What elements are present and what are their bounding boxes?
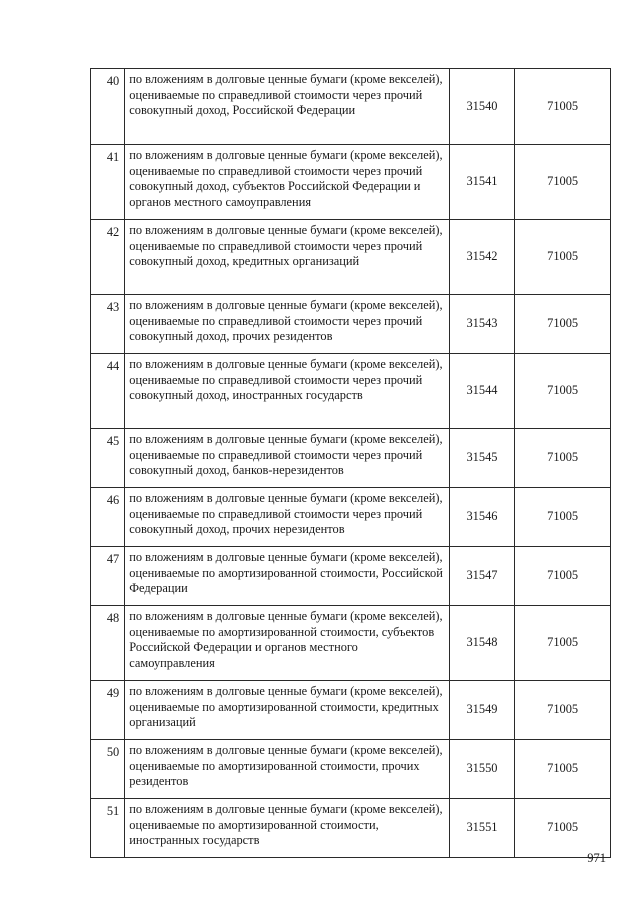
page-number: 971 bbox=[587, 851, 606, 865]
row-description: по вложениям в долговые ценные бумаги (кроме векселей), оцениваемые по амортизированной стоимости, кредитных организаций bbox=[125, 681, 449, 740]
table-row bbox=[91, 606, 611, 681]
symbol-code: 31541 bbox=[449, 145, 515, 220]
symbol-code: 31545 bbox=[449, 429, 515, 488]
row-description: по вложениям в долговые ценные бумаги (кроме векселей), оцениваемые по справедливой стоимости через прочий совокупный доход, кредитных организаций bbox=[125, 220, 449, 295]
account-number: 71005 bbox=[515, 220, 611, 295]
row-number: 46 bbox=[91, 488, 125, 547]
account-number: 71005 bbox=[515, 429, 611, 488]
row-description: по вложениям в долговые ценные бумаги (кроме векселей), оцениваемые по справедливой стоимости через прочий совокупный доход, Российской Федерации bbox=[125, 69, 449, 145]
row-number: 48 bbox=[91, 606, 125, 681]
table-row bbox=[91, 488, 611, 547]
account-number: 71005 bbox=[515, 740, 611, 799]
account-number: 71005 bbox=[515, 354, 611, 429]
row-number: 51 bbox=[91, 799, 125, 858]
account-number: 71005 bbox=[515, 681, 611, 740]
table-row bbox=[91, 547, 611, 606]
row-number: 47 bbox=[91, 547, 125, 606]
symbol-code: 31548 bbox=[449, 606, 515, 681]
symbol-code: 31547 bbox=[449, 547, 515, 606]
row-description: по вложениям в долговые ценные бумаги (кроме векселей), оцениваемые по амортизированной стоимости, субъектов Российской Федерации и органов местного самоуправления bbox=[125, 606, 449, 681]
row-number: 41 bbox=[91, 145, 125, 220]
row-number: 43 bbox=[91, 295, 125, 354]
account-number: 71005 bbox=[515, 69, 611, 145]
symbol-code: 31551 bbox=[449, 799, 515, 858]
symbol-code: 31550 bbox=[449, 740, 515, 799]
table-row bbox=[91, 681, 611, 740]
row-description: по вложениям в долговые ценные бумаги (кроме векселей), оцениваемые по справедливой стоимости через прочий совокупный доход, банков-нерезидентов bbox=[125, 429, 449, 488]
row-number: 44 bbox=[91, 354, 125, 429]
row-description: по вложениям в долговые ценные бумаги (кроме векселей), оцениваемые по амортизированной стоимости, Российской Федерации bbox=[125, 547, 449, 606]
account-number: 71005 bbox=[515, 606, 611, 681]
row-description: по вложениям в долговые ценные бумаги (кроме векселей), оцениваемые по справедливой стоимости через прочий совокупный доход, прочих резидентов bbox=[125, 295, 449, 354]
row-number: 42 bbox=[91, 220, 125, 295]
table-row bbox=[91, 145, 611, 220]
symbol-code: 31549 bbox=[449, 681, 515, 740]
table-row bbox=[91, 295, 611, 354]
row-description: по вложениям в долговые ценные бумаги (кроме векселей), оцениваемые по амортизированной стоимости, прочих резидентов bbox=[125, 740, 449, 799]
table-row bbox=[91, 429, 611, 488]
row-description: по вложениям в долговые ценные бумаги (кроме векселей), оцениваемые по справедливой стоимости через прочий совокупный доход, субъектов Российской Федерации и органов местного самоуправления bbox=[125, 145, 449, 220]
row-number: 49 bbox=[91, 681, 125, 740]
account-number: 71005 bbox=[515, 488, 611, 547]
table-row bbox=[91, 354, 611, 429]
account-number: 71005 bbox=[515, 295, 611, 354]
symbol-code: 31543 bbox=[449, 295, 515, 354]
symbol-code: 31544 bbox=[449, 354, 515, 429]
account-number: 71005 bbox=[515, 145, 611, 220]
symbol-code: 31542 bbox=[449, 220, 515, 295]
row-number: 50 bbox=[91, 740, 125, 799]
table-row bbox=[91, 799, 611, 858]
row-number: 45 bbox=[91, 429, 125, 488]
symbol-code: 31540 bbox=[449, 69, 515, 145]
table-row bbox=[91, 220, 611, 295]
account-number: 71005 bbox=[515, 547, 611, 606]
row-description: по вложениям в долговые ценные бумаги (кроме векселей), оцениваемые по справедливой стоимости через прочий совокупный доход, иностранных государств bbox=[125, 354, 449, 429]
symbol-code: 31546 bbox=[449, 488, 515, 547]
row-description: по вложениям в долговые ценные бумаги (кроме векселей), оцениваемые по справедливой стоимости через прочий совокупный доход, прочих нерезидентов bbox=[125, 488, 449, 547]
row-number: 40 bbox=[91, 69, 125, 145]
table-row bbox=[91, 69, 611, 145]
account-number: 71005 bbox=[515, 799, 611, 858]
accounts-table bbox=[90, 68, 611, 858]
table-row bbox=[91, 740, 611, 799]
row-description: по вложениям в долговые ценные бумаги (кроме векселей), оцениваемые по амортизированной стоимости, иностранных государств bbox=[125, 799, 449, 858]
